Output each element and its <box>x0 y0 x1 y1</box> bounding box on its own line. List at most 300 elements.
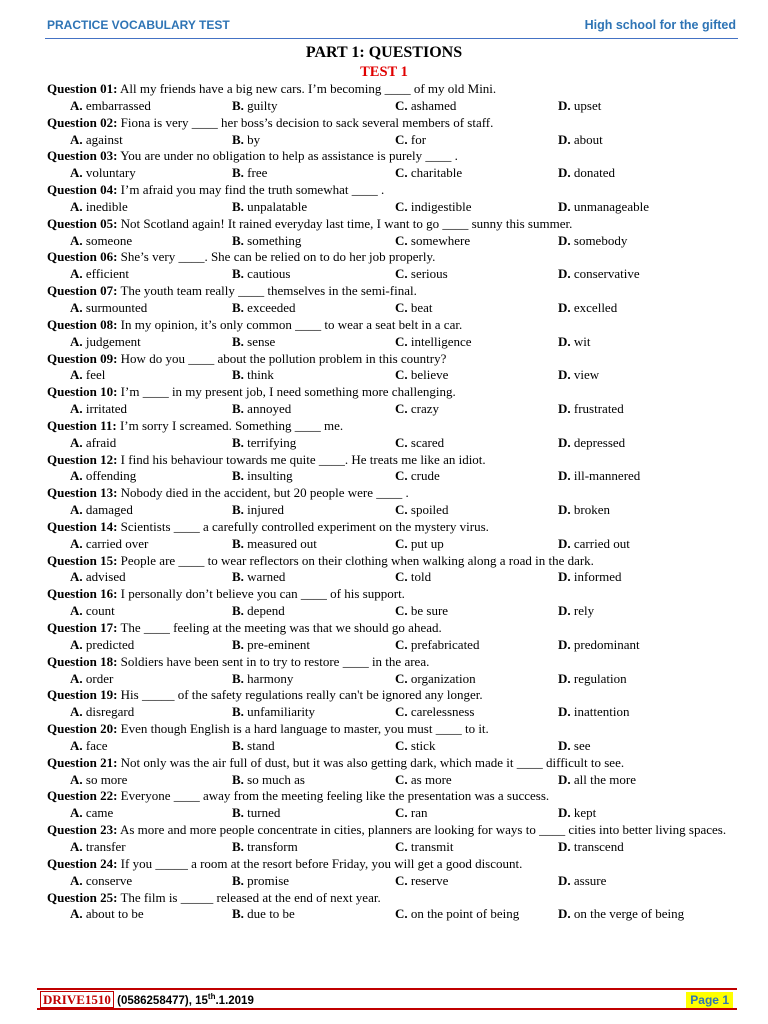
options-row <box>47 502 737 519</box>
question-text: In my opinion, it’s only common ____ to wear a seat belt in a car. <box>120 316 463 332</box>
answer-option <box>232 199 395 216</box>
answer-option <box>395 805 558 822</box>
options-row <box>47 772 737 789</box>
option-text: damaged <box>85 502 133 518</box>
option-text: harmony <box>247 670 294 686</box>
question-item <box>47 654 737 688</box>
question-item <box>47 216 737 250</box>
option-text: transform <box>247 838 298 854</box>
options-row <box>47 199 737 216</box>
options-row <box>47 637 737 654</box>
answer-option <box>395 132 558 149</box>
option-letter: D. <box>558 737 571 753</box>
question-stem <box>47 452 737 469</box>
footer-date-sup: th <box>207 992 216 1002</box>
option-letter: A. <box>70 670 83 686</box>
answer-option <box>232 132 395 149</box>
option-letter: C. <box>395 165 408 181</box>
option-text: disregard <box>85 704 135 720</box>
option-text: all the more <box>573 771 636 787</box>
footer-date-rest: .1.2019 <box>215 995 254 1007</box>
answer-option <box>47 266 232 283</box>
answer-option <box>232 233 395 250</box>
option-letter: D. <box>558 299 571 315</box>
answer-option <box>558 98 737 115</box>
question-stem <box>47 721 737 738</box>
question-item <box>47 148 737 182</box>
footer-info <box>40 992 254 1008</box>
answer-option <box>558 805 737 822</box>
option-text: carelessness <box>410 704 475 720</box>
option-text: came <box>85 805 114 821</box>
option-letter: B. <box>232 367 244 383</box>
option-letter: D. <box>558 704 571 720</box>
option-text: annoyed <box>247 401 292 417</box>
option-letter: A. <box>70 502 83 518</box>
option-text: scared <box>410 434 445 450</box>
question-item <box>47 81 737 115</box>
page-footer <box>37 988 737 1010</box>
question-text: Soldiers have been sent in to try to restore ____ in the area. <box>120 653 430 669</box>
option-letter: D. <box>558 771 571 787</box>
option-text: put up <box>410 535 444 551</box>
answer-option <box>47 132 232 149</box>
option-text: terrifying <box>247 434 297 450</box>
option-letter: A. <box>70 468 83 484</box>
option-text: inattention <box>573 704 630 720</box>
option-letter: D. <box>558 97 571 113</box>
answer-option <box>47 839 232 856</box>
answer-option <box>232 704 395 721</box>
answer-option <box>558 334 737 351</box>
option-letter: D. <box>558 636 571 652</box>
options-row <box>47 98 737 115</box>
question-stem <box>47 519 737 536</box>
question-stem <box>47 81 737 98</box>
question-stem <box>47 148 737 165</box>
option-letter: C. <box>395 872 408 888</box>
option-text: depressed <box>573 434 626 450</box>
answer-option <box>395 300 558 317</box>
option-letter: B. <box>232 737 244 753</box>
answer-option <box>558 468 737 485</box>
answer-option <box>47 906 232 923</box>
option-text: advised <box>85 569 126 585</box>
option-text: as more <box>410 771 452 787</box>
option-text: cautious <box>247 266 291 282</box>
answer-option <box>47 98 232 115</box>
answer-option <box>395 266 558 283</box>
option-text: crude <box>410 468 440 484</box>
question-item <box>47 788 737 822</box>
answer-option <box>47 637 232 654</box>
answer-option <box>232 772 395 789</box>
answer-option <box>395 401 558 418</box>
question-label: Question 11: <box>47 417 117 433</box>
answer-option <box>232 569 395 586</box>
option-text: conserve <box>85 872 133 888</box>
question-text: The ____ feeling at the meeting was that we should go ahead. <box>120 620 442 635</box>
options-row <box>47 671 737 688</box>
option-letter: C. <box>395 232 408 248</box>
option-letter: D. <box>558 569 571 585</box>
question-label: Question 01: <box>47 81 118 96</box>
question-label: Question 16: <box>47 586 118 602</box>
option-text: indigestible <box>410 198 472 214</box>
option-letter: B. <box>232 636 244 652</box>
option-text: ran <box>410 805 428 821</box>
option-text: surmounted <box>85 299 148 315</box>
answer-option <box>395 233 558 250</box>
question-text: Fiona is very ____ her boss’s decision to sack several members of staff. <box>120 114 494 130</box>
options-row <box>47 536 737 553</box>
answer-option <box>395 98 558 115</box>
option-letter: D. <box>558 131 571 147</box>
option-text: believe <box>410 367 449 383</box>
answer-option <box>232 98 395 115</box>
options-row <box>47 334 737 351</box>
options-row <box>47 233 737 250</box>
option-letter: C. <box>395 401 408 417</box>
options-row <box>47 603 737 620</box>
option-text: count <box>85 603 115 619</box>
answer-option <box>232 401 395 418</box>
question-text: How do you ____ about the pollution problem in this country? <box>120 350 447 366</box>
option-letter: B. <box>232 906 244 922</box>
option-letter: A. <box>70 906 83 922</box>
options-row <box>47 435 737 452</box>
option-text: transcend <box>573 838 624 854</box>
options-row <box>47 906 737 923</box>
option-text: predominant <box>573 636 640 652</box>
answer-option <box>232 536 395 553</box>
question-text: I’m afraid you may find the truth somewhat ____ . <box>120 182 385 198</box>
question-item <box>47 317 737 351</box>
option-text: broken <box>573 502 610 518</box>
option-letter: D. <box>558 401 571 417</box>
options-row <box>47 132 737 149</box>
option-letter: A. <box>70 367 83 383</box>
option-text: exceeded <box>247 299 296 315</box>
option-text: injured <box>247 502 284 518</box>
option-letter: B. <box>232 333 244 349</box>
option-letter: B. <box>232 535 244 551</box>
question-label: Question 04: <box>47 182 118 198</box>
option-text: guilty <box>247 97 278 113</box>
option-letter: A. <box>70 838 83 854</box>
option-letter: B. <box>232 198 244 214</box>
question-text: The youth team really ____ themselves in the semi-final. <box>120 283 417 299</box>
question-stem <box>47 822 737 839</box>
answer-option <box>395 367 558 384</box>
option-text: regulation <box>573 670 627 686</box>
question-item <box>47 687 737 721</box>
option-letter: C. <box>395 367 408 383</box>
option-text: stand <box>247 737 275 753</box>
answer-option <box>395 637 558 654</box>
answer-option <box>395 671 558 688</box>
option-text: upset <box>573 97 602 113</box>
answer-option <box>47 435 232 452</box>
option-text: face <box>85 737 108 753</box>
option-text: crazy <box>410 401 440 417</box>
option-text: transfer <box>85 838 126 854</box>
option-text: against <box>85 131 123 147</box>
option-text: assure <box>573 872 607 888</box>
answer-option <box>232 738 395 755</box>
answer-option <box>558 266 737 283</box>
question-text: If you _____ a room at the resort before Friday, you will get a good discount. <box>120 855 523 871</box>
option-letter: D. <box>558 266 571 282</box>
option-letter: C. <box>395 670 408 686</box>
question-stem <box>47 418 737 435</box>
option-letter: B. <box>232 569 244 585</box>
header-left-title: PRACTICE VOCABULARY TEST <box>47 18 230 32</box>
option-letter: D. <box>558 535 571 551</box>
answer-option <box>395 502 558 519</box>
answer-option <box>395 435 558 452</box>
answer-option <box>395 536 558 553</box>
question-text: Everyone ____ away from the meeting feeling like the presentation was a success. <box>120 788 550 804</box>
answer-option <box>395 603 558 620</box>
option-text: order <box>85 670 114 686</box>
option-letter: B. <box>232 872 244 888</box>
test-subtitle: TEST 1 <box>360 64 408 80</box>
option-letter: C. <box>395 299 408 315</box>
option-letter: B. <box>232 670 244 686</box>
answer-option <box>395 738 558 755</box>
option-text: depend <box>247 603 285 619</box>
option-text: ashamed <box>410 97 457 113</box>
answer-option <box>47 401 232 418</box>
option-text: sense <box>247 333 276 349</box>
answer-option <box>395 569 558 586</box>
question-text: I find his behaviour towards me quite ____. He treats me like an idiot. <box>120 451 486 467</box>
question-label: Question 14: <box>47 518 118 534</box>
question-label: Question 09: <box>47 350 118 366</box>
question-item <box>47 519 737 553</box>
question-item <box>47 283 737 317</box>
answer-option <box>47 502 232 519</box>
question-item <box>47 721 737 755</box>
question-label: Question 18: <box>47 653 118 669</box>
options-row <box>47 569 737 586</box>
footer-date-day: 15 <box>195 995 208 1007</box>
option-text: somewhere <box>410 232 471 248</box>
question-stem <box>47 485 737 502</box>
answer-option <box>47 671 232 688</box>
option-letter: D. <box>558 872 571 888</box>
option-letter: B. <box>232 165 244 181</box>
option-letter: D. <box>558 333 571 349</box>
option-letter: C. <box>395 131 408 147</box>
option-text: for <box>410 131 427 147</box>
header-divider <box>45 38 738 39</box>
question-item <box>47 384 737 418</box>
answer-option <box>558 165 737 182</box>
question-label: Question 02: <box>47 114 118 130</box>
page-title: PART 1: QUESTIONS <box>305 44 463 61</box>
answer-option <box>558 873 737 890</box>
question-text: Not Scotland again! It rained everyday last time, I want to go ____ sunny this summer. <box>120 215 573 231</box>
option-letter: B. <box>232 603 244 619</box>
question-text: I’m sorry I screamed. Something ____ me. <box>119 417 344 433</box>
option-letter: A. <box>70 603 83 619</box>
question-stem <box>47 317 737 334</box>
question-label: Question 06: <box>47 249 118 265</box>
answer-option <box>558 502 737 519</box>
options-row <box>47 839 737 856</box>
answer-option <box>47 772 232 789</box>
question-label: Question 05: <box>47 215 118 231</box>
question-stem <box>47 654 737 671</box>
option-text: serious <box>410 266 448 282</box>
answer-option <box>395 468 558 485</box>
question-item <box>47 485 737 519</box>
option-text: unmanageable <box>573 198 649 214</box>
option-letter: C. <box>395 603 408 619</box>
option-text: prefabricated <box>410 636 480 652</box>
question-label: Question 15: <box>47 552 118 568</box>
option-text: promise <box>247 872 290 888</box>
question-label: Question 21: <box>47 754 118 770</box>
option-letter: A. <box>70 569 83 585</box>
option-text: carried out <box>573 535 630 551</box>
option-text: something <box>247 232 302 248</box>
question-label: Question 19: <box>47 687 118 703</box>
answer-option <box>558 367 737 384</box>
option-text: irritated <box>85 401 128 417</box>
option-letter: D. <box>558 468 571 484</box>
option-letter: D. <box>558 232 571 248</box>
option-text: so much as <box>247 771 305 787</box>
option-text: organization <box>410 670 476 686</box>
answer-option <box>558 132 737 149</box>
option-letter: B. <box>232 131 244 147</box>
answer-option <box>232 906 395 923</box>
option-letter: C. <box>395 502 408 518</box>
option-text: stick <box>410 737 436 753</box>
option-text: conservative <box>573 266 640 282</box>
question-text: She’s very ____. She can be relied on to do her job properly. <box>120 249 436 265</box>
option-letter: C. <box>395 838 408 854</box>
answer-option <box>47 300 232 317</box>
option-letter: A. <box>70 771 83 787</box>
question-stem <box>47 586 737 603</box>
question-label: Question 12: <box>47 451 118 467</box>
answer-option <box>558 704 737 721</box>
option-letter: D. <box>558 502 571 518</box>
option-text: pre-eminent <box>247 636 310 652</box>
option-text: afraid <box>85 434 117 450</box>
option-text: carried over <box>85 535 149 551</box>
answer-option <box>232 502 395 519</box>
answer-option <box>558 772 737 789</box>
option-text: due to be <box>247 906 295 922</box>
option-letter: D. <box>558 603 571 619</box>
option-letter: C. <box>395 805 408 821</box>
option-text: unpalatable <box>247 198 308 214</box>
question-text: I’m ____ in my present job, I need something more challenging. <box>120 384 456 400</box>
option-letter: B. <box>232 838 244 854</box>
option-letter: B. <box>232 299 244 315</box>
option-letter: A. <box>70 232 83 248</box>
header-right-title: High school for the gifted <box>584 18 736 32</box>
option-text: predicted <box>85 636 135 652</box>
option-letter: C. <box>395 906 408 922</box>
question-text: The film is _____ released at the end of next year. <box>120 889 381 905</box>
option-text: frustrated <box>573 401 624 417</box>
answer-option <box>395 334 558 351</box>
option-text: transmit <box>410 838 454 854</box>
question-text: Not only was the air full of dust, but it was also getting dark, which made it ____ difficult to see. <box>120 754 625 770</box>
question-stem <box>47 620 737 637</box>
option-letter: A. <box>70 434 83 450</box>
question-text: As more and more people concentrate in cities, planners are looking for ways to ____ cities into better living spaces. <box>119 822 727 838</box>
answer-option <box>395 704 558 721</box>
question-label: Question 25: <box>47 889 118 905</box>
page-number: Page 1 <box>686 992 733 1008</box>
option-letter: C. <box>395 636 408 652</box>
option-text: beat <box>410 299 433 315</box>
option-letter: C. <box>395 434 408 450</box>
answer-option <box>232 468 395 485</box>
answer-option <box>395 906 558 923</box>
option-letter: A. <box>70 636 83 652</box>
answer-option <box>232 334 395 351</box>
answer-option <box>558 300 737 317</box>
page-header <box>0 0 768 40</box>
question-label: Question 23: <box>47 822 118 838</box>
question-label: Question 17: <box>47 620 118 635</box>
option-letter: D. <box>558 165 571 181</box>
question-stem <box>47 283 737 300</box>
options-row <box>47 401 737 418</box>
options-row <box>47 300 737 317</box>
question-item <box>47 553 737 587</box>
options-row <box>47 704 737 721</box>
option-letter: A. <box>70 401 83 417</box>
option-letter: B. <box>232 401 244 417</box>
question-stem <box>47 687 737 704</box>
question-text: I personally don’t believe you can ____ of his support. <box>120 586 405 602</box>
question-stem <box>47 249 737 266</box>
question-item <box>47 856 737 890</box>
question-stem <box>47 384 737 401</box>
question-text: Even though English is a hard language to master, you must ____ to it. <box>120 721 489 737</box>
option-letter: B. <box>232 434 244 450</box>
option-letter: B. <box>232 468 244 484</box>
question-item <box>47 182 737 216</box>
question-stem <box>47 788 737 805</box>
option-letter: C. <box>395 771 408 787</box>
answer-option <box>232 603 395 620</box>
question-stem <box>47 115 737 132</box>
option-text: inedible <box>85 198 128 214</box>
option-text: charitable <box>410 165 463 181</box>
option-text: rely <box>573 603 595 619</box>
option-letter: A. <box>70 704 83 720</box>
answer-option <box>232 873 395 890</box>
option-text: see <box>573 737 591 753</box>
option-letter: B. <box>232 771 244 787</box>
answer-option <box>232 839 395 856</box>
option-letter: C. <box>395 704 408 720</box>
option-text: offending <box>85 468 137 484</box>
option-letter: C. <box>395 97 408 113</box>
question-stem <box>47 890 737 907</box>
question-stem <box>47 182 737 199</box>
